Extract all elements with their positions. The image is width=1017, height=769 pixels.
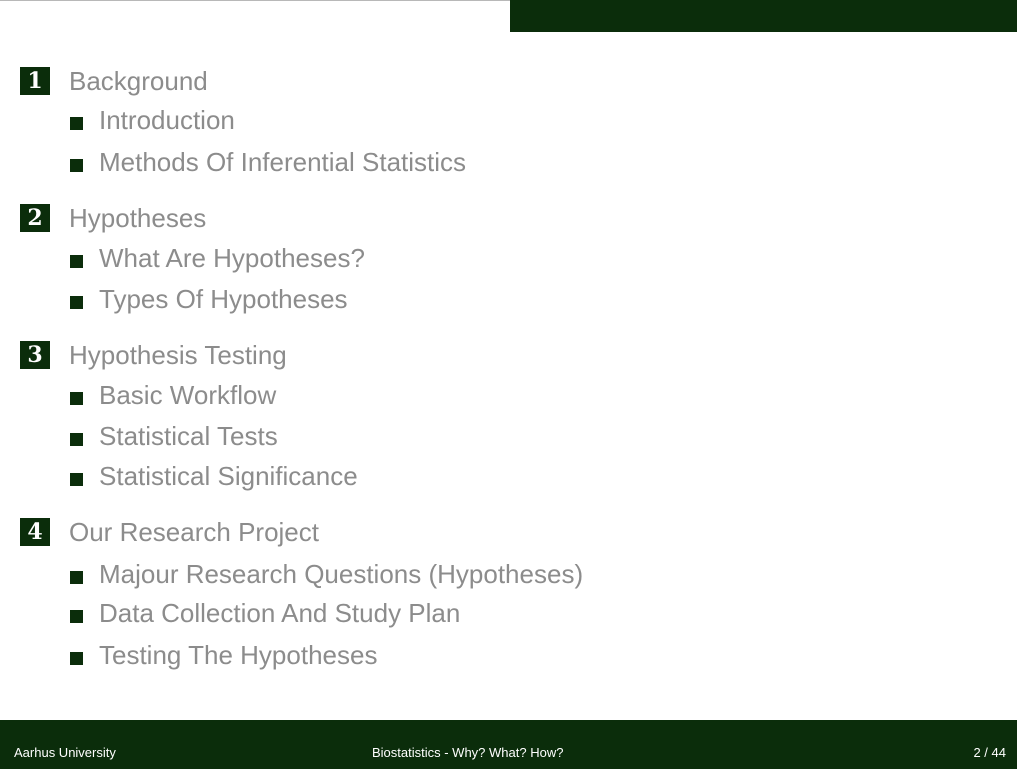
section-title[interactable]: Our Research Project (69, 517, 319, 547)
square-bullet-icon (70, 571, 83, 584)
subsection-title[interactable]: Types Of Hypotheses (99, 284, 348, 314)
section-number-badge: 1 (20, 67, 50, 95)
square-bullet-icon (70, 392, 83, 405)
section-title[interactable]: Background (69, 66, 208, 96)
subsection-title[interactable]: Basic Workflow (99, 380, 277, 410)
section-number-badge: 4 (20, 518, 50, 546)
section-title[interactable]: Hypotheses (69, 203, 207, 233)
footer-bar (0, 720, 1017, 769)
subsection-title[interactable]: Methods Of Inferential Statistics (99, 147, 467, 177)
square-bullet-icon (70, 255, 83, 268)
subsection-title[interactable]: Data Collection And Study Plan (99, 598, 461, 628)
square-bullet-icon (70, 610, 83, 623)
subsection-title[interactable]: Majour Research Questions (Hypotheses) (99, 559, 584, 589)
square-bullet-icon (70, 296, 83, 309)
subsection-title[interactable]: What Are Hypotheses? (99, 243, 365, 273)
table-of-contents (20, 0, 1000, 720)
square-bullet-icon (70, 117, 83, 130)
section-number-badge: 2 (20, 204, 50, 232)
square-bullet-icon (70, 433, 83, 446)
section-number-badge: 3 (20, 341, 50, 369)
square-bullet-icon (70, 652, 83, 665)
square-bullet-icon (70, 159, 83, 172)
subsection-title[interactable]: Statistical Tests (99, 421, 278, 451)
square-bullet-icon (70, 473, 83, 486)
subsection-title[interactable]: Introduction (99, 105, 235, 135)
footer-presentation-title: Biostatistics - Why? What? How? (372, 745, 564, 760)
footer-page-number: 2 / 44 (973, 745, 1006, 760)
subsection-title[interactable]: Statistical Significance (99, 461, 358, 491)
footer-institution: Aarhus University (14, 745, 116, 760)
section-title[interactable]: Hypothesis Testing (69, 340, 287, 370)
subsection-title[interactable]: Testing The Hypotheses (99, 640, 378, 670)
